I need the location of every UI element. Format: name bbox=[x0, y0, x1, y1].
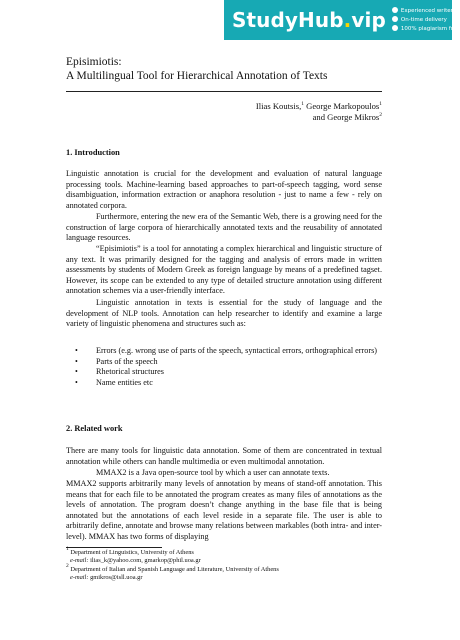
brand-logo[interactable] bbox=[232, 8, 386, 32]
bullet-list bbox=[66, 346, 382, 389]
footnote-2: $^2$ Department of Italian and Spanish Language and Literature, University of Athens bbox=[66, 562, 279, 573]
section-heading-related-work: 2. Related work bbox=[66, 424, 123, 433]
bullet-icon: • bbox=[75, 367, 78, 377]
authors-line-1: Ilias Koutsis,$^1$ George Markopoulos$^1$ bbox=[255, 101, 382, 111]
brand-tld: vip bbox=[351, 8, 386, 32]
bullet-icon: • bbox=[75, 346, 78, 355]
author-block bbox=[256, 101, 382, 123]
brand-dot: . bbox=[343, 8, 352, 32]
footnotes bbox=[66, 546, 279, 582]
paragraph: MMAX2 supports arbitrarily many levels of annotation by means of stand-off annotation. This means that for each file to be annotated the program creates as many files of annotations as the levels of annotation. The program doesn’t change anything in the base file that is being annotated but the annotations of each level reside in a separate file. The user is able to arbitrarily define, annotate and browse many relations between markables (both intra- and inter-level). MMAX has two forms of displaying bbox=[66, 479, 382, 541]
section-heading-introduction: 1. Introduction bbox=[66, 148, 120, 157]
title-line-2: A Multilingual Tool for Hierarchical Annotation of Texts bbox=[66, 70, 328, 82]
paragraph: Furthermore, entering the new era of the Semantic Web, there is a growing need for the construction of large corpora of hierarchically annotated texts and the reusability of annotated language resources. bbox=[66, 212, 382, 243]
title-divider bbox=[66, 91, 382, 92]
paragraph: There are many tools for linguistic data annotation. Some of them are concentrated in textual annotation while others can handle multimedia or even multimodal annotation. bbox=[66, 446, 382, 466]
list-item: • Rhetorical structures bbox=[75, 367, 164, 377]
check-icon bbox=[392, 16, 398, 22]
list-item: • Name entities etc bbox=[75, 378, 153, 388]
bullet-icon: • bbox=[75, 356, 78, 366]
feature-item: Experienced writers bbox=[392, 7, 460, 16]
title-line-1: Episimiotis: bbox=[66, 56, 122, 68]
footnote-1: $^1$ Department of Linguistics, University of Athens bbox=[66, 546, 194, 556]
footnote-divider bbox=[66, 547, 162, 548]
list-item: • Errors (e.g. wrong use of parts of the speech, syntactical errors, orthographical errors) bbox=[75, 346, 377, 355]
list-item: • Parts of the speech bbox=[75, 356, 158, 366]
feature-item: On-time delivery bbox=[392, 16, 460, 25]
authors-line-2: and George Mikros$^2$ bbox=[312, 112, 382, 122]
bullet-icon: • bbox=[75, 378, 78, 388]
studyhub-banner[interactable] bbox=[224, 0, 460, 40]
paragraph: Linguistic annotation is crucial for the development and evaluation of natural language processing tools. Machine-learning based approaches to part-of-speech tagging, word sense disambiguation, information extraction or anaphora resolution - just to name a few - rely on annotated corpora. bbox=[66, 169, 382, 210]
footnote-1-email: e-mail: ilias_k@yahoo.com, gmarkop@phil.uoa.gr bbox=[70, 557, 201, 565]
paragraph: Linguistic annotation in texts is essential for the study of language and the development of NLP tools. Annotation can help researcher to identify and examine a large variety of linguistic phenomena and structures such as: bbox=[66, 298, 382, 329]
check-icon bbox=[392, 25, 398, 31]
paragraph: MMAX2 is a Java open-source tool by which a user can annotate texts. bbox=[96, 468, 330, 477]
check-icon bbox=[392, 7, 398, 13]
brand-name: StudyHub bbox=[232, 8, 344, 32]
feature-list bbox=[392, 7, 460, 34]
footnote-2-email: e-mail: gmikros@isll.uoa.gr bbox=[70, 573, 143, 581]
paragraph: “Episimiotis” is a tool for annotating a complex hierarchical and linguistic structure of any text. It was primarily designed for the tagging and analysis of errors made in written assessments by students of Modern Greek as foreign language by means of a predefined tagset. However, its scope can be extended to any type of detailed structure annotation using different annotation schemes via a user-friendly interface. bbox=[66, 244, 382, 296]
feature-item: 100% plagiarism free bbox=[392, 25, 460, 34]
document-title bbox=[66, 55, 327, 83]
